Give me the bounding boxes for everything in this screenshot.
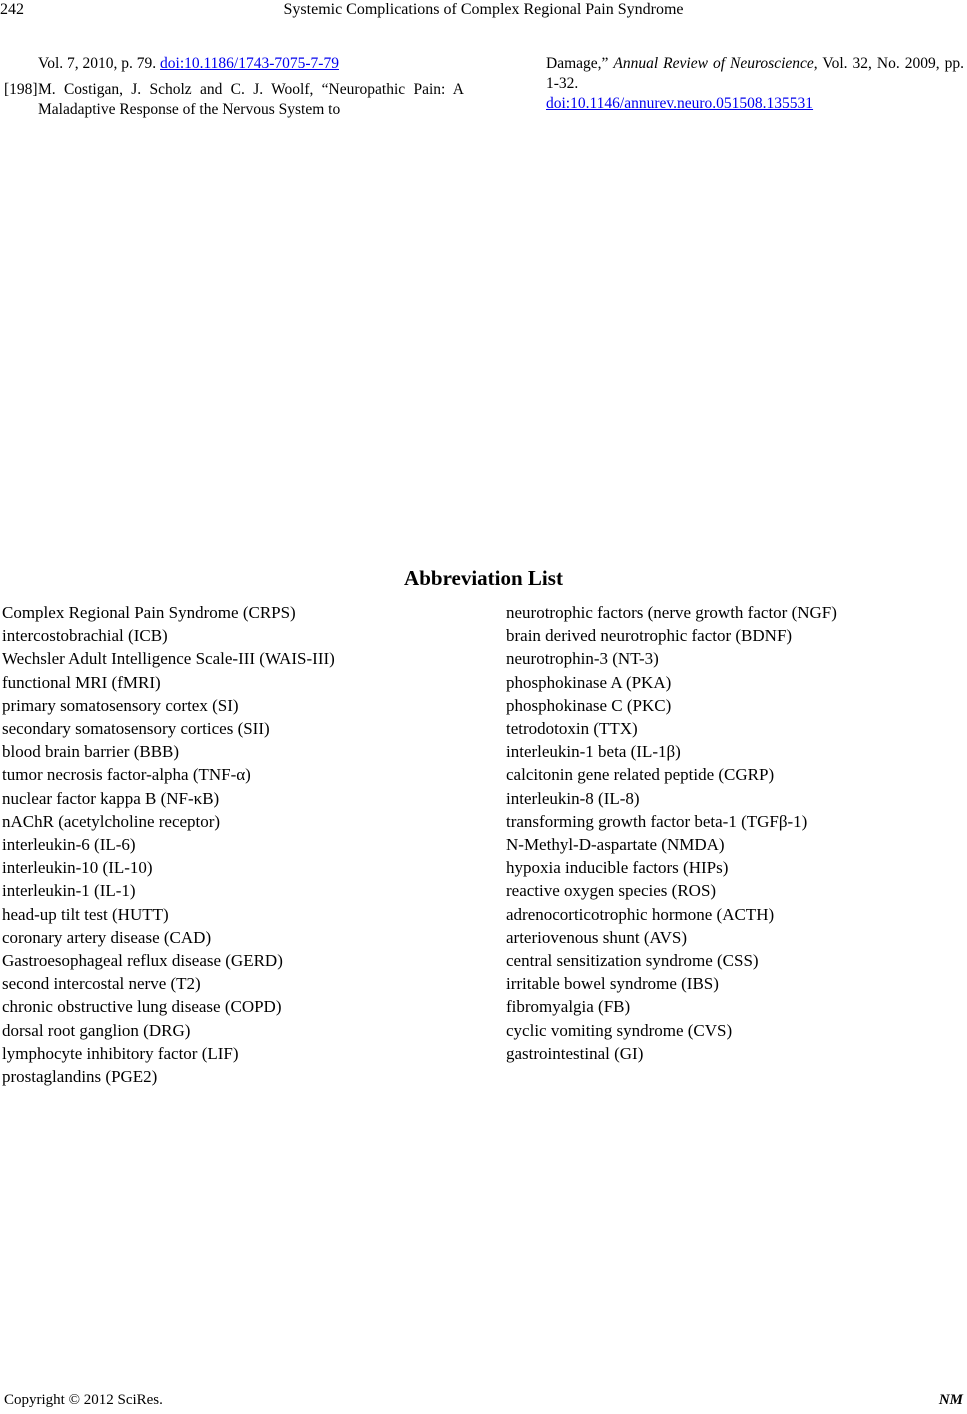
abbreviation-item: nAChR (acetylcholine receptor) — [2, 811, 221, 831]
reference-text: Vol. 7, 2010, p. 79. — [38, 55, 161, 72]
reference-text: M. Costigan, J. Scholz and C. J. Woolf, “Neuropathic Pain: A Maladaptive Response of the Nervous System to — [38, 81, 464, 118]
abbreviation-item: reactive oxygen species (ROS) — [506, 881, 717, 901]
journal-abbreviation: NM — [938, 1392, 963, 1408]
abbreviation-list-left — [2, 601, 482, 1088]
abbreviation-list-title: Abbreviation List — [404, 566, 563, 590]
abbreviation-item: nuclear factor kappa B (NF-κB) — [2, 788, 220, 808]
abbreviation-item: Complex Regional Pain Syndrome (CRPS) — [2, 603, 296, 622]
abbreviation-item: blood brain barrier (BBB) — [2, 742, 180, 762]
reference-text: Damage,” — [546, 55, 614, 72]
abbreviation-item: secondary somatosensory cortices (SII) — [2, 719, 270, 739]
abbreviation-item: coronary artery disease (CAD) — [2, 927, 212, 947]
abbreviation-item: brain derived neurotrophic factor (BDNF) — [506, 626, 793, 646]
abbreviation-item: head-up tilt test (HUTT) — [2, 904, 169, 924]
page-number: 242 — [0, 1, 24, 18]
reference-number: [198] — [4, 81, 38, 98]
abbreviation-item: calcitonin gene related peptide (CGRP) — [506, 765, 775, 785]
abbreviation-item: N-Methyl-D-aspartate (NMDA) — [506, 835, 725, 855]
doi-link[interactable]: doi:10.1146/annurev.neuro.051508.135531 — [546, 95, 814, 112]
abbreviation-item: interleukin-1 (IL-1) — [2, 881, 136, 901]
abbreviation-item: interleukin-10 (IL-10) — [2, 858, 153, 878]
abbreviation-item: phosphokinase A (PKA) — [506, 672, 672, 692]
abbreviation-item: prostaglandins (PGE2) — [2, 1067, 158, 1087]
abbreviation-item: lymphocyte inhibitory factor (LIF) — [2, 1043, 239, 1063]
abbreviation-item: functional MRI (fMRI) — [2, 672, 161, 692]
abbreviation-item: neurotrophin-3 (NT-3) — [506, 649, 659, 669]
abbreviation-item: neurotrophic factors (nerve growth factor (NGF) — [506, 603, 837, 622]
abbreviation-item: phosphokinase C (PKC) — [506, 695, 672, 715]
abbreviation-item: fibromyalgia (FB) — [506, 997, 631, 1017]
abbreviation-item: tumor necrosis factor-alpha (TNF-α) — [2, 765, 251, 785]
abbreviation-item: interleukin-1 beta (IL-1β) — [506, 742, 681, 762]
reference-text: , Vol. 32, No. 2009, pp. 1-32. — [546, 55, 964, 92]
copyright-notice: Copyright © 2012 SciRes. — [4, 1392, 163, 1408]
running-title: Systemic Complications of Complex Regional Pain Syndrome — [283, 1, 684, 18]
reference-continuation — [4, 54, 464, 74]
abbreviation-item: interleukin-8 (IL-8) — [506, 788, 640, 808]
abbreviation-item: tetrodotoxin (TTX) — [506, 719, 638, 739]
abbreviation-item: irritable bowel syndrome (IBS) — [506, 974, 719, 994]
reference-doi-line — [546, 94, 964, 114]
abbreviation-item: arteriovenous shunt (AVS) — [506, 927, 687, 947]
abbreviation-item: Gastroesophageal reflux disease (GERD) — [2, 951, 283, 971]
abbreviation-list-right — [506, 601, 966, 1065]
abbreviation-item: primary somatosensory cortex (SI) — [2, 695, 239, 715]
abbreviation-item: adrenocorticotrophic hormone (ACTH) — [506, 904, 775, 924]
abbreviation-item: dorsal root ganglion (DRG) — [2, 1020, 191, 1040]
abbreviation-item: cyclic vomiting syndrome (CVS) — [506, 1020, 733, 1040]
reference-continuation — [546, 54, 964, 94]
references-right-column — [546, 54, 964, 114]
references-left-column — [4, 54, 464, 120]
page-header — [0, 0, 967, 24]
abbreviation-item: hypoxia inducible factors (HIPs) — [506, 858, 729, 878]
abbreviation-item: intercostobrachial (ICB) — [2, 626, 168, 646]
abbreviation-item: Wechsler Adult Intelligence Scale-III (WAIS-III) — [2, 649, 335, 669]
abbreviation-item: gastrointestinal (GI) — [506, 1043, 644, 1063]
abbreviation-item: interleukin-6 (IL-6) — [2, 835, 136, 855]
reference-entry-198 — [4, 80, 464, 120]
abbreviation-item: second intercostal nerve (T2) — [2, 974, 201, 994]
abbreviation-item: chronic obstructive lung disease (COPD) — [2, 997, 282, 1017]
abbreviation-item: central sensitization syndrome (CSS) — [506, 951, 759, 971]
abbreviation-item: transforming growth factor beta-1 (TGFβ-1) — [506, 811, 808, 831]
journal-name: Annual Review of Neuroscience — [613, 55, 814, 72]
doi-link[interactable]: doi:10.1186/1743-7075-7-79 — [160, 55, 339, 72]
